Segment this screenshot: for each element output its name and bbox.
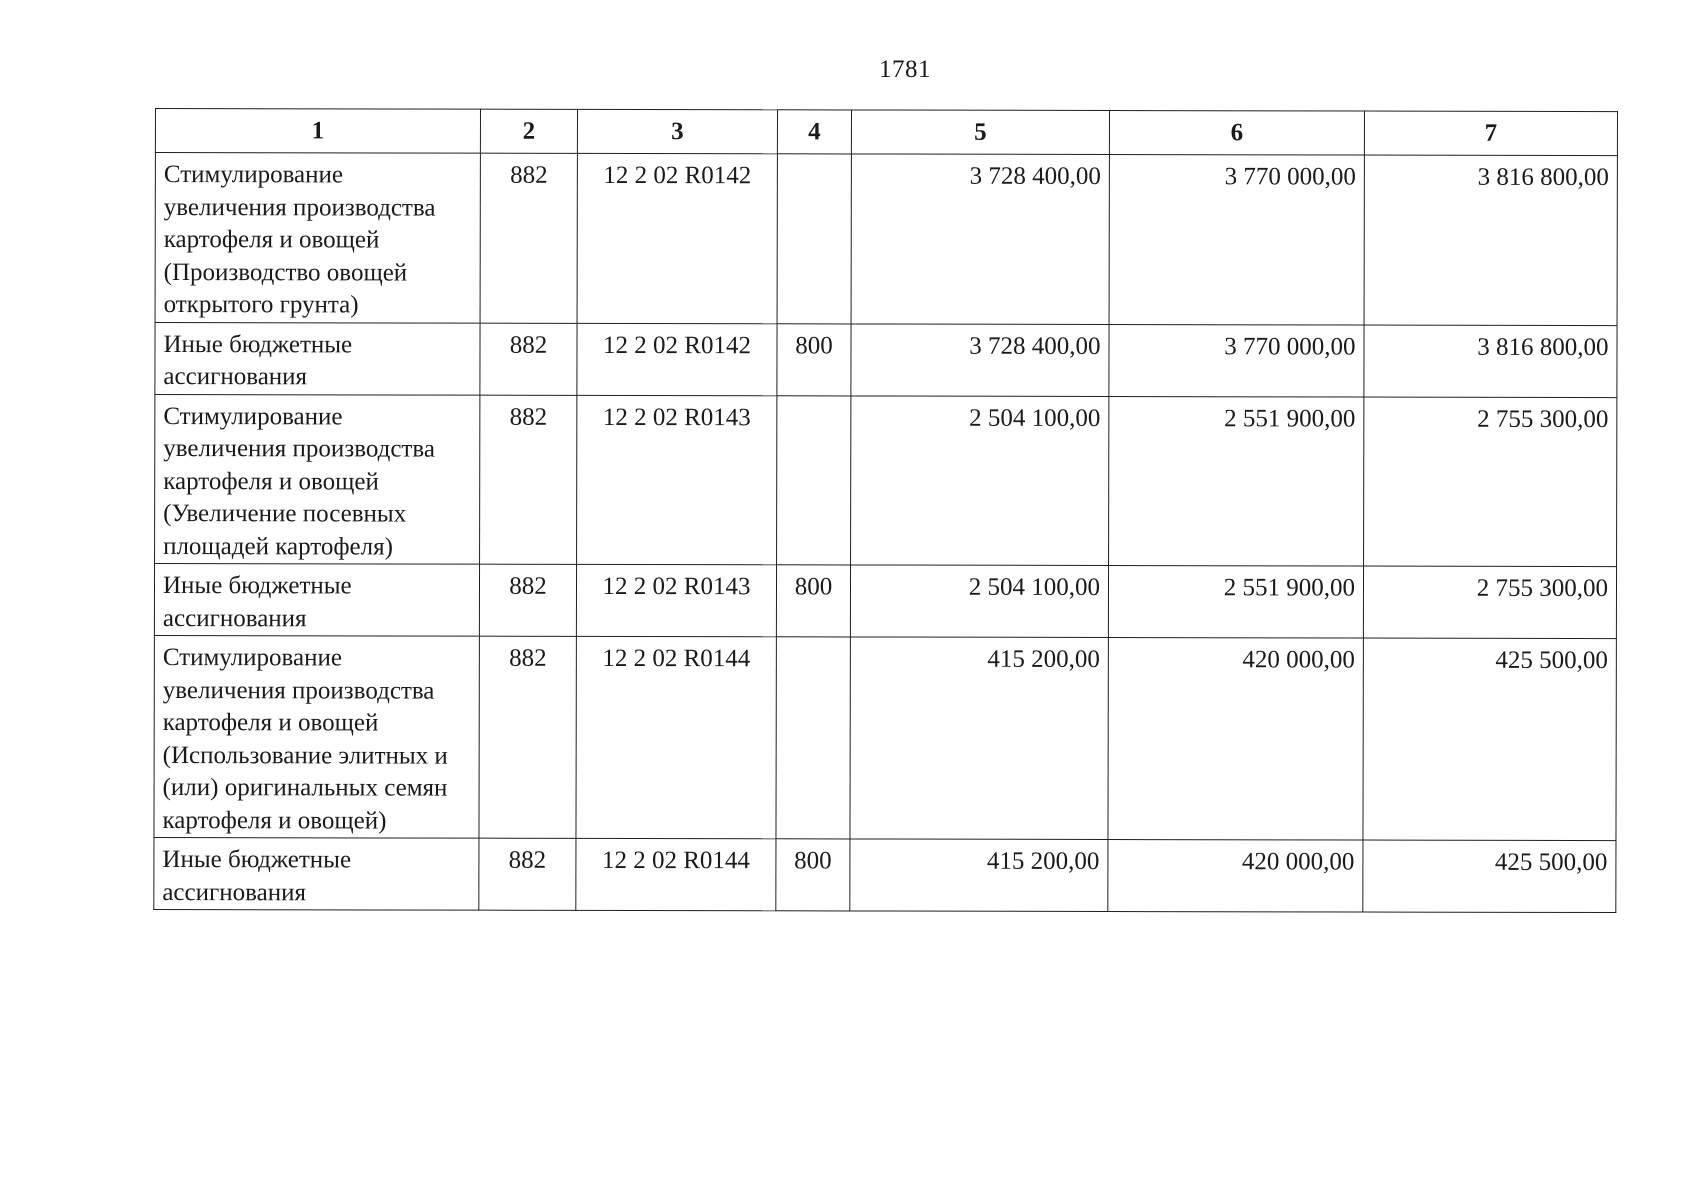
row-name: Иные бюджетные ассигнования — [154, 837, 479, 910]
row-name: Стимулирование увеличения производства картофеля и овощей (Увеличение посевных площадей картофеля) — [155, 394, 480, 564]
header-row — [155, 109, 1617, 156]
row-type: 800 — [776, 839, 850, 911]
table-row — [154, 635, 1616, 840]
header-col-6: 6 — [1109, 110, 1364, 155]
row-sum-1: 3 728 400,00 — [851, 323, 1109, 396]
row-name: Стимулирование увеличения производства картофеля и овощей (Использование элитных и (или) оригинальных семян картофеля и овощей) — [154, 635, 479, 838]
row-sum-1: 2 504 100,00 — [850, 565, 1108, 638]
row-code: 882 — [479, 564, 576, 636]
row-sum-3: 2 755 300,00 — [1364, 397, 1617, 567]
row-sum-1: 415 200,00 — [850, 839, 1108, 912]
page-number: 1781 — [879, 56, 931, 83]
row-sum-1: 415 200,00 — [850, 637, 1108, 840]
row-kbk: 12 2 02 R0142 — [577, 323, 777, 395]
header-col-5: 5 — [851, 110, 1109, 155]
row-kbk: 12 2 02 R0144 — [576, 636, 776, 838]
row-code: 882 — [480, 153, 577, 323]
row-type — [777, 154, 851, 324]
row-type: 800 — [777, 323, 851, 395]
header-col-4: 4 — [777, 110, 851, 154]
row-name: Иные бюджетные ассигнования — [155, 322, 480, 395]
header-col-7: 7 — [1364, 111, 1617, 156]
row-sum-1: 2 504 100,00 — [851, 395, 1109, 565]
header-col-3: 3 — [577, 109, 777, 153]
table-row — [154, 837, 1616, 912]
row-type — [776, 637, 850, 839]
row-sum-3: 425 500,00 — [1363, 638, 1616, 841]
row-sum-2: 3 770 000,00 — [1109, 324, 1364, 397]
row-sum-3: 3 816 800,00 — [1364, 325, 1617, 398]
row-sum-3: 425 500,00 — [1363, 840, 1616, 913]
row-kbk: 12 2 02 R0143 — [576, 564, 776, 636]
row-type — [777, 395, 851, 565]
row-sum-2: 2 551 900,00 — [1108, 565, 1363, 638]
row-kbk: 12 2 02 R0142 — [577, 153, 777, 323]
budget-table — [153, 108, 1618, 913]
table-row — [155, 153, 1617, 326]
table-row — [155, 322, 1617, 397]
row-sum-1: 3 728 400,00 — [851, 154, 1109, 324]
row-kbk: 12 2 02 R0143 — [577, 395, 777, 565]
row-code: 882 — [479, 636, 576, 838]
table-row — [154, 564, 1616, 639]
row-sum-3: 2 755 300,00 — [1363, 566, 1616, 639]
document-sheet — [153, 108, 1618, 913]
row-code: 882 — [480, 323, 577, 395]
row-name: Иные бюджетные ассигнования — [154, 564, 479, 637]
row-sum-2: 420 000,00 — [1108, 839, 1363, 912]
row-sum-3: 3 816 800,00 — [1364, 155, 1617, 325]
row-kbk: 12 2 02 R0144 — [576, 838, 776, 910]
table-row — [155, 394, 1617, 567]
row-sum-2: 420 000,00 — [1108, 637, 1363, 840]
row-sum-2: 3 770 000,00 — [1109, 154, 1364, 324]
header-col-1: 1 — [155, 109, 480, 154]
row-sum-2: 2 551 900,00 — [1109, 396, 1364, 566]
row-code: 882 — [479, 838, 576, 910]
row-type: 800 — [776, 565, 850, 637]
header-col-2: 2 — [480, 109, 577, 153]
row-code: 882 — [480, 395, 577, 565]
row-name: Стимулирование увеличения производства картофеля и овощей (Производство овощей открытого грунта) — [155, 153, 480, 323]
